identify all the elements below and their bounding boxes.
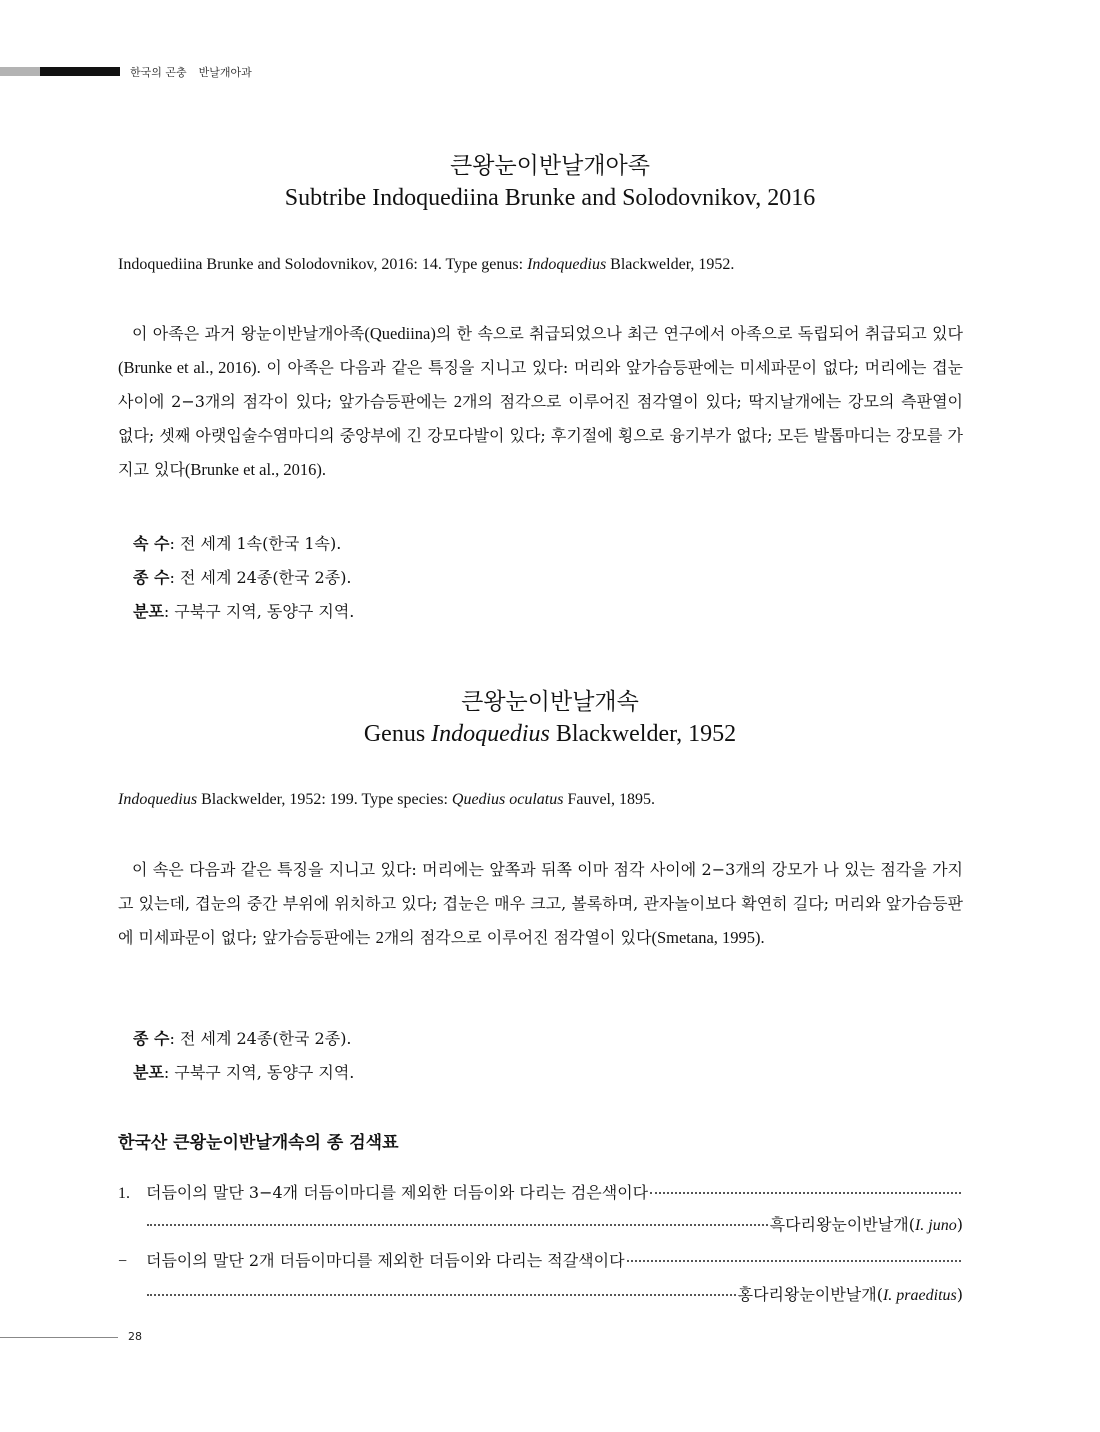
running-header-book: 한국의 곤충 (130, 66, 187, 79)
text-run: 2 (375, 928, 384, 947)
key-couplet-text: 더듬이의 말단 3−4개 더듬이마디를 제외한 더듬이와 다리는 검은색이다 (146, 1183, 649, 1202)
running-header-section: 반날개아과 (198, 66, 252, 79)
species-scientific-name: I. praeditus (882, 1287, 957, 1304)
genus-facts (133, 1022, 354, 1090)
subtribe-citation-genus: Indoquedius (527, 256, 607, 273)
species-common-name: 홍다리왕눈이반날개 (737, 1285, 877, 1304)
genus-citation (118, 791, 968, 809)
text-run: Blackwelder, 1952: 199. Type species: (197, 791, 452, 808)
text-run: 이 속은 다음과 같은 특징을 지니고 있다: 머리에는 앞쪽과 뒤쪽 이마 점각 사이에 2−3개의 강모가 나 있는 점각을 가지고 있는데, 겹눈의 중간 부위에 위치하고 있다; 겹눈은 매우 크고, 볼록하며, 관자놀이보다 확연히 길다; 머리와 앞가슴등판에 미세파문이 없다; 앞가슴등판에는 (118, 860, 963, 947)
text-run: (Quediina) (364, 324, 436, 343)
genus-title (0, 686, 1100, 750)
header-bar-gray (0, 67, 40, 76)
text-run: Genus (363, 721, 432, 747)
key-answer: 흑다리왕눈이반날개(I. juno) (769, 1215, 963, 1234)
species-scientific-name: I. juno (914, 1217, 957, 1234)
text-run: 의 한 속으로 취급되었으나 최근 연구에서 아족으로 독립되어 취급되고 있다 (435, 324, 963, 343)
footer-rule (0, 1337, 118, 1338)
subtribe-citation-post: Blackwelder, 1952. (606, 256, 735, 273)
subtribe-title (0, 150, 1100, 214)
fact-label: 종 수 (133, 1029, 170, 1048)
text-run: 개의 점각으로 이루어진 점각열이 있다 (383, 928, 652, 947)
subtribe-title-ko: 큰왕눈이반날개아족 (450, 153, 650, 179)
key-couplet-number: − (118, 1253, 128, 1270)
genus-distribution (133, 1056, 354, 1090)
subtribe-citation-pre: Indoquediina Brunke and Solodovnikov, 2016: 14. Type genus: (118, 256, 528, 273)
subtribe-genera-count (133, 527, 354, 561)
text-run: 개의 점각으로 이루어진 점각열이 있다; 딱지날개에는 강모의 측판열이 없다; 셋째 아랫입술수염마디의 중앙부에 긴 강모다발이 있다; 후기절에 횡으로 융기부가 없다; 모든 발톱마디는 강모를 가지고 있다 (118, 392, 963, 479)
subtribe-facts (133, 527, 354, 629)
text-run: Fauvel, 1895. (563, 791, 655, 808)
subtribe-title-en: Subtribe Indoquediina Brunke and Solodovnikov, 2016 (284, 185, 816, 211)
running-header (130, 64, 252, 80)
key-couplet-text: 더듬이의 말단 2개 더듬이마디를 제외한 더듬이와 다리는 적갈색이다 (146, 1251, 625, 1270)
subtribe-distribution (133, 595, 354, 629)
leader-dots (650, 1191, 961, 1194)
type-species: Quedius oculatus (451, 791, 564, 808)
key-couplet-2 (118, 1248, 963, 1272)
key-answer: 홍다리왕눈이반날개(I. praeditus) (737, 1285, 963, 1304)
fact-value: : 전 세계 24종(한국 2종). (169, 1029, 352, 1048)
species-key-heading: 한국산 큰왕눈이반날개속의 종 검색표 (118, 1133, 399, 1153)
fact-label: 분포 (133, 1063, 164, 1082)
fact-value: : 구북구 지역, 동양구 지역. (163, 602, 355, 621)
genus-species-count (133, 1022, 354, 1056)
genus-description (118, 853, 963, 955)
subtribe-citation (118, 256, 968, 274)
leader-dots (147, 1223, 768, 1226)
fact-label: 분포 (133, 602, 164, 621)
header-bar-black (40, 67, 120, 76)
key-couplet-1-result (147, 1212, 963, 1236)
genus-title-en (0, 718, 1100, 750)
text-run: 이 아족은 과거 왕눈이반날개아족 (132, 324, 365, 343)
subtribe-species-count (133, 561, 354, 595)
fact-value: : 전 세계 24종(한국 2종). (169, 568, 352, 587)
text-run: Blackwelder, 1952 (549, 721, 737, 747)
page-number: 28 (128, 1330, 142, 1343)
species-common-name: 흑다리왕눈이반날개 (769, 1215, 909, 1234)
text-run: (Brunke et al., 2016). (118, 358, 261, 377)
text-run: (Brunke et al., 2016). (184, 460, 327, 479)
fact-value: : 전 세계 1속(한국 1속). (169, 534, 342, 553)
key-couplet-2-result (147, 1282, 963, 1306)
fact-value: : 구북구 지역, 동양구 지역. (163, 1063, 355, 1082)
leader-dots (627, 1259, 961, 1262)
fact-label: 종 수 (133, 568, 170, 587)
header-decoration (0, 67, 120, 76)
fact-label: 속 수 (133, 534, 170, 553)
text-run: 2 (453, 392, 462, 411)
subtribe-description (118, 317, 963, 487)
text-run: 이 아족은 다음과 같은 특징을 지니고 있다: 머리와 앞가슴등판에는 미세파문이 없다; 머리에는 겹눈 사이에 2−3개의 점각이 있다; 앞가슴등판에는 (118, 358, 963, 411)
genus-title-ko: 큰왕눈이반날개속 (461, 689, 639, 715)
leader-dots (147, 1293, 736, 1296)
genus-name-italic: Indoquedius (431, 721, 550, 747)
genus-citation-name: Indoquedius (118, 791, 198, 808)
key-couplet-1 (118, 1180, 963, 1204)
text-run: (Smetana, 1995). (651, 928, 765, 947)
key-couplet-number: 1. (118, 1185, 130, 1202)
